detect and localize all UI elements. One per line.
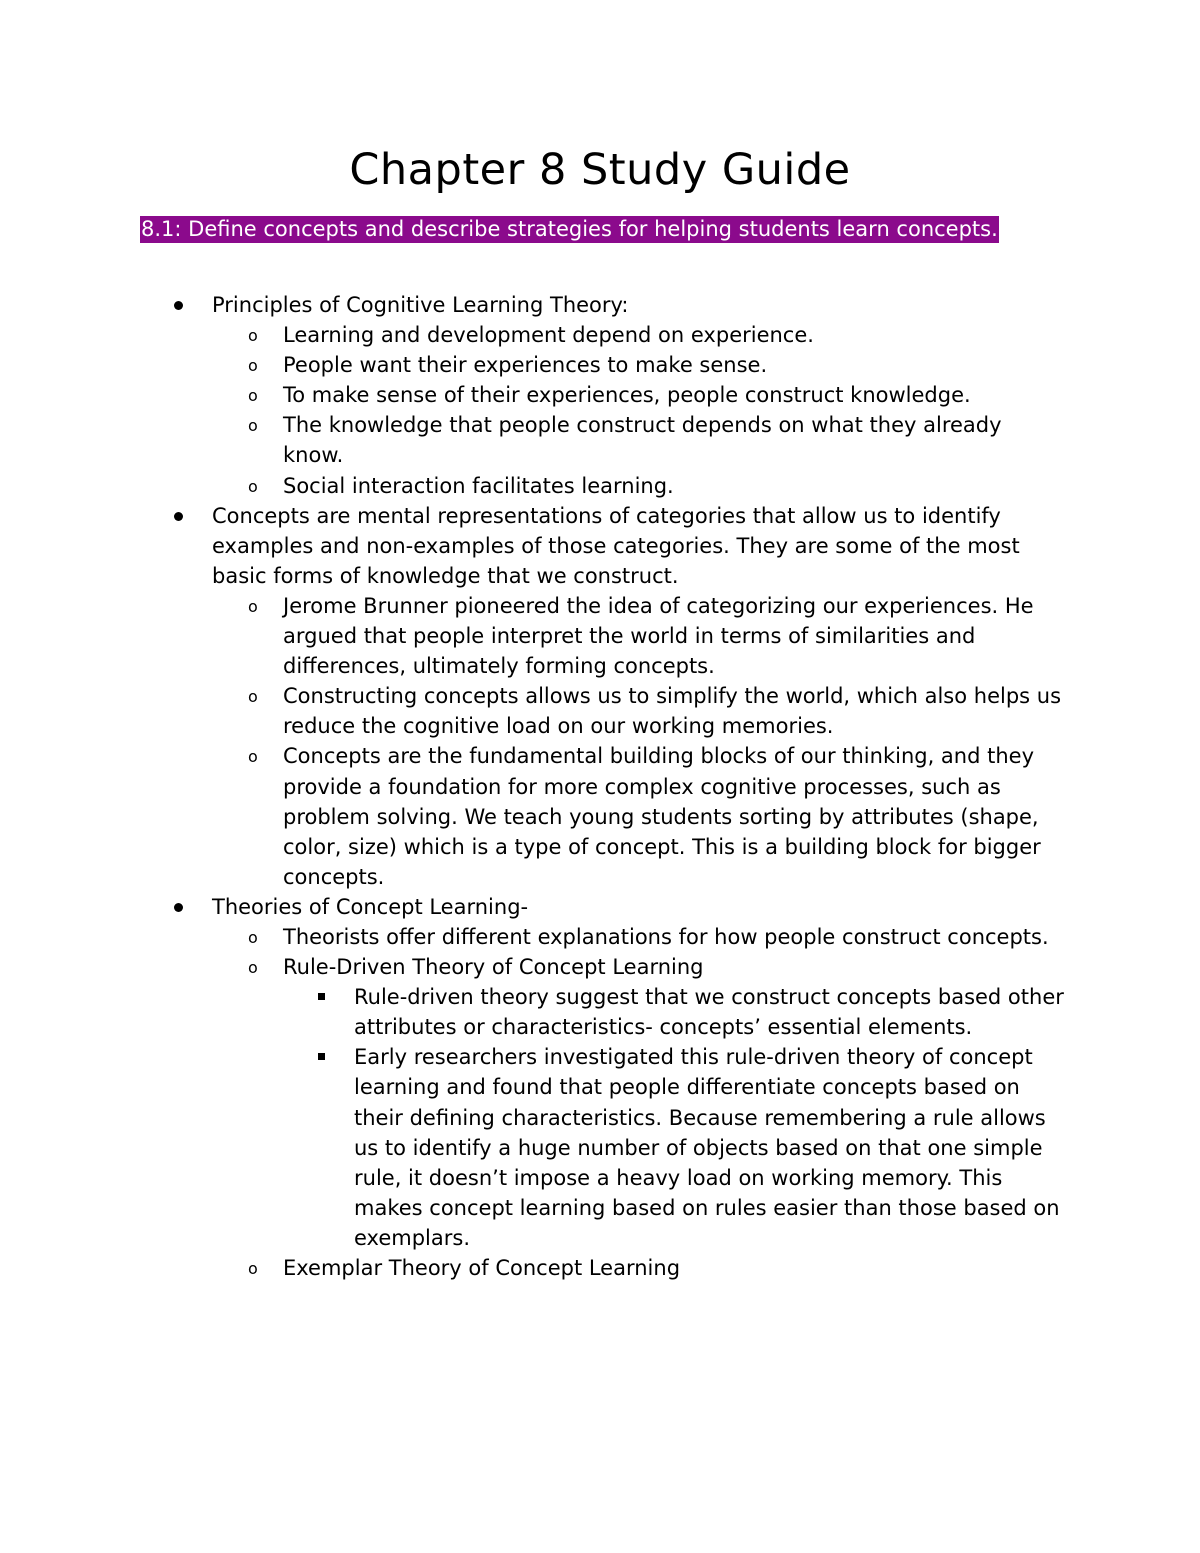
- bullet-principles-label: Principles of Cognitive Learning Theory:: [212, 293, 629, 317]
- rule-driven-sublist: [0, 982, 1200, 1253]
- circle-bullet-icon: o: [248, 747, 258, 767]
- circle-bullet-icon: o: [248, 596, 258, 616]
- bullet-dot-icon: [174, 512, 183, 521]
- document-body: [0, 290, 1200, 1283]
- circle-bullet-icon: o: [248, 476, 258, 496]
- theories-sublist: [0, 922, 1200, 1283]
- circle-bullet-icon: o: [248, 927, 258, 947]
- circle-bullet-icon: o: [248, 1259, 258, 1278]
- principles-sublist: [0, 320, 1200, 501]
- circle-bullet-icon: o: [248, 416, 258, 436]
- list-item: o To make sense of their experiences, people construct knowledge.: [0, 380, 1063, 410]
- bullet-theories: [0, 892, 1062, 1283]
- list-item: o Concepts are the fundamental building blocks of our thinking, and they provide a foundation for more complex cognitive processes, such as problem solving. We teach young students sorting by attributes (shape, color, size) which is a type of concept. This is a building block for bigger concepts.: [0, 741, 1063, 891]
- list-item: o Constructing concepts allows us to simplify the world, which also helps us reduce the cognitive load on our working memories.: [0, 681, 1063, 741]
- list-item: o Learning and development depend on experience.: [0, 320, 1063, 350]
- list-item: o Jerome Brunner pioneered the idea of categorizing our experiences. He argued that people interpret the world in terms of similarities and differences, ultimately forming concepts.: [0, 591, 1063, 681]
- circle-bullet-icon: o: [248, 958, 258, 978]
- square-bullet-icon: [318, 1053, 325, 1060]
- list-item-rule-driven: o Rule-Driven Theory of Concept Learning Rule-driven theory suggest that we construct concepts based other attributes or characteristics- concepts’ essential elements. Early researchers investigated this rule-driven theory of concept learning and found that people differentiate concepts based on their defining characteristics. Because remembering a rule allows us to identify a huge number of objects based on that one simple rule, it doesn’t impose a heavy load on working memory. This makes concept learning based on rules easier than those based on exemplars.: [0, 952, 1063, 1253]
- bullet-theories-label: Theories of Concept Learning-: [212, 894, 529, 919]
- document-title: Chapter 8 Study Guide: [349, 145, 851, 195]
- list-item: o Social interaction facilitates learning.: [0, 471, 1063, 501]
- list-item-exemplar: o Exemplar Theory of Concept Learning: [0, 1253, 1063, 1283]
- list-item: Rule-driven theory suggest that we construct concepts based other attributes or characteristics- concepts’ essential elements.: [0, 982, 1064, 1042]
- list-item: Early researchers investigated this rule-driven theory of concept learning and found that people differentiate concepts based on their defining characteristics. Because remembering a rule allows us to identify a huge number of objects based on that one simple rule, it doesn’t impose a heavy load on working memory. This makes concept learning based on rules easier than those based on exemplars.: [0, 1042, 1064, 1253]
- list-item: o Theorists offer different explanations for how people construct concepts.: [0, 922, 1063, 952]
- concepts-sublist: [0, 591, 1200, 892]
- circle-bullet-icon: o: [248, 326, 258, 346]
- bullet-principles: [0, 290, 1062, 501]
- list-item: o The knowledge that people construct depends on what they already know.: [0, 410, 1063, 470]
- bullet-concepts-label: Concepts are mental representations of categories that allow us to identify examples and non-examples of those categories. They are some of the most basic forms of knowledge that we construct.: [212, 503, 1020, 588]
- main-bullet-list: [0, 290, 1200, 1283]
- section-heading: [140, 214, 1040, 244]
- list-item: o People want their experiences to make sense.: [0, 350, 1063, 380]
- bullet-dot-icon: [174, 903, 183, 912]
- circle-bullet-icon: o: [248, 687, 258, 707]
- circle-bullet-icon: o: [248, 386, 258, 406]
- square-bullet-icon: [318, 993, 325, 1000]
- section-heading-highlight: 8.1: Define concepts and describe strategies for helping students learn concepts.: [141, 217, 998, 241]
- bullet-dot-icon: [174, 301, 183, 310]
- circle-bullet-icon: o: [248, 356, 258, 376]
- bullet-concepts: [0, 501, 1062, 892]
